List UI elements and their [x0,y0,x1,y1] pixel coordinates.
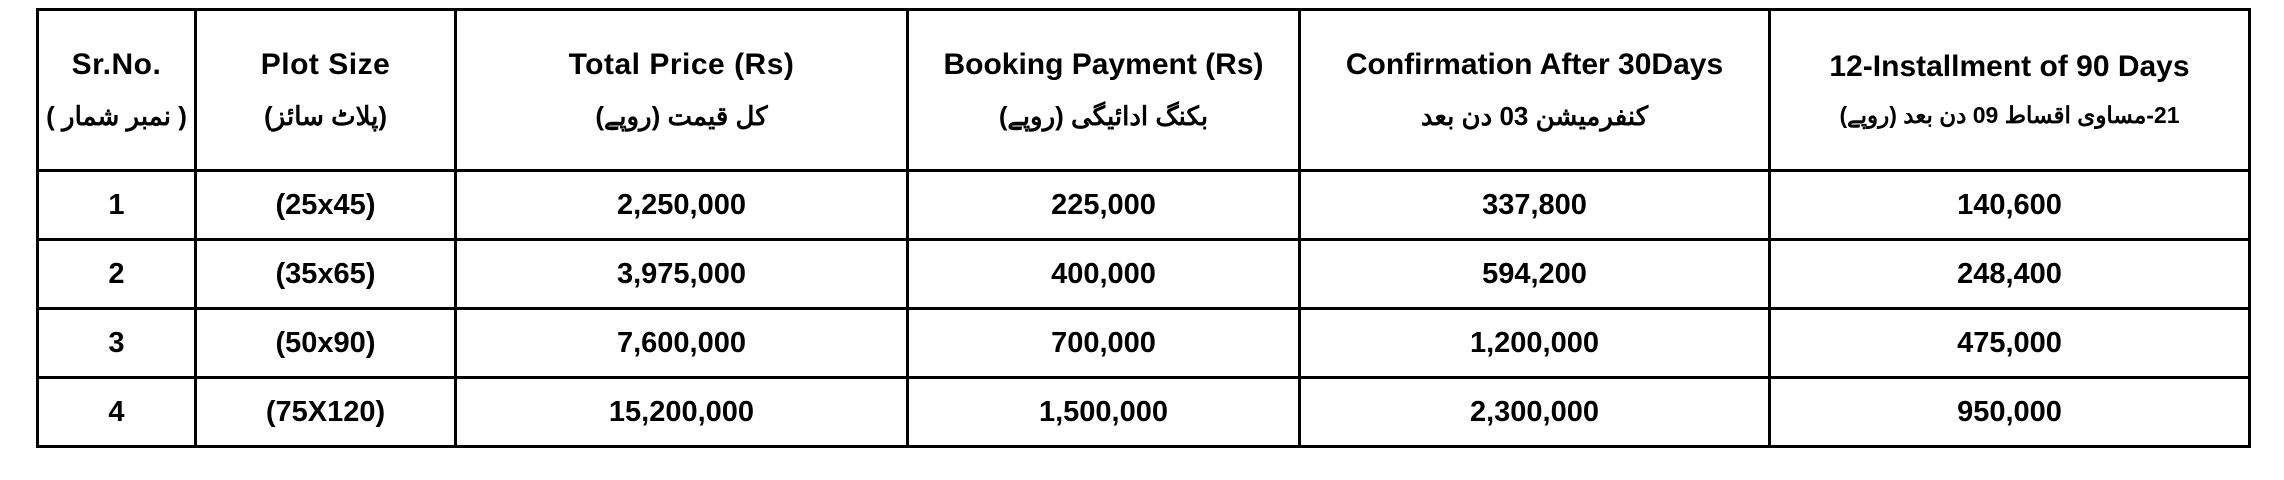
cell-booking-payment: 400,000 [908,240,1300,309]
cell-total-price: 7,600,000 [456,309,908,378]
column-header-total-price-ur: کل قیمت (روپے) [595,100,768,131]
cell-total-price: 3,975,000 [456,240,908,309]
cell-installment: 950,000 [1770,378,2250,447]
cell-confirmation: 2,300,000 [1300,378,1770,447]
table-row [38,240,2250,309]
column-header-confirmation-ur: کنفرمیشن 30 دن بعد [1420,100,1649,131]
column-header-installment [1770,10,2250,171]
table-header-row [38,10,2250,171]
cell-plot-size: (25x45) [196,171,456,240]
column-header-plot-size-ur: (پلاٹ سائز) [263,100,388,131]
column-header-confirmation [1300,10,1770,171]
column-header-booking-payment [908,10,1300,171]
cell-sr-no: 4 [38,378,196,447]
column-header-sr-no [38,10,196,171]
column-header-confirmation-en: Confirmation After 30Days [1345,48,1724,82]
cell-total-price: 15,200,000 [456,378,908,447]
cell-installment: 475,000 [1770,309,2250,378]
table-row [38,309,2250,378]
cell-total-price: 2,250,000 [456,171,908,240]
column-header-installment-ur: 12-مساوی اقساط 90 دن بعد (روپے) [1839,102,2180,129]
cell-sr-no: 3 [38,309,196,378]
cell-booking-payment: 1,500,000 [908,378,1300,447]
column-header-plot-size [196,10,456,171]
cell-installment: 140,600 [1770,171,2250,240]
column-header-booking-payment-ur: بکنگ ادائیگی (روپے) [998,100,1209,131]
cell-confirmation: 1,200,000 [1300,309,1770,378]
cell-sr-no: 2 [38,240,196,309]
table-body [38,171,2250,447]
cell-booking-payment: 700,000 [908,309,1300,378]
column-header-total-price [456,10,908,171]
cell-booking-payment: 225,000 [908,171,1300,240]
column-header-sr-no-en: Sr.No. [71,48,162,82]
column-header-booking-payment-en: Booking Payment (Rs) [943,48,1264,82]
column-header-total-price-en: Total Price (Rs) [568,48,795,82]
cell-installment: 248,400 [1770,240,2250,309]
cell-confirmation: 594,200 [1300,240,1770,309]
cell-plot-size: (50x90) [196,309,456,378]
cell-confirmation: 337,800 [1300,171,1770,240]
column-header-sr-no-ur: ( نمبر شمار ) [46,100,187,131]
cell-plot-size: (75X120) [196,378,456,447]
plot-price-table [36,8,2251,448]
cell-plot-size: (35x65) [196,240,456,309]
table-row [38,378,2250,447]
table-header [38,10,2250,171]
cell-sr-no: 1 [38,171,196,240]
price-table-sheet [36,8,2248,468]
column-header-installment-en: 12-Installment of 90 Days [1829,49,2190,83]
table-row [38,171,2250,240]
column-header-plot-size-en: Plot Size [260,48,391,82]
